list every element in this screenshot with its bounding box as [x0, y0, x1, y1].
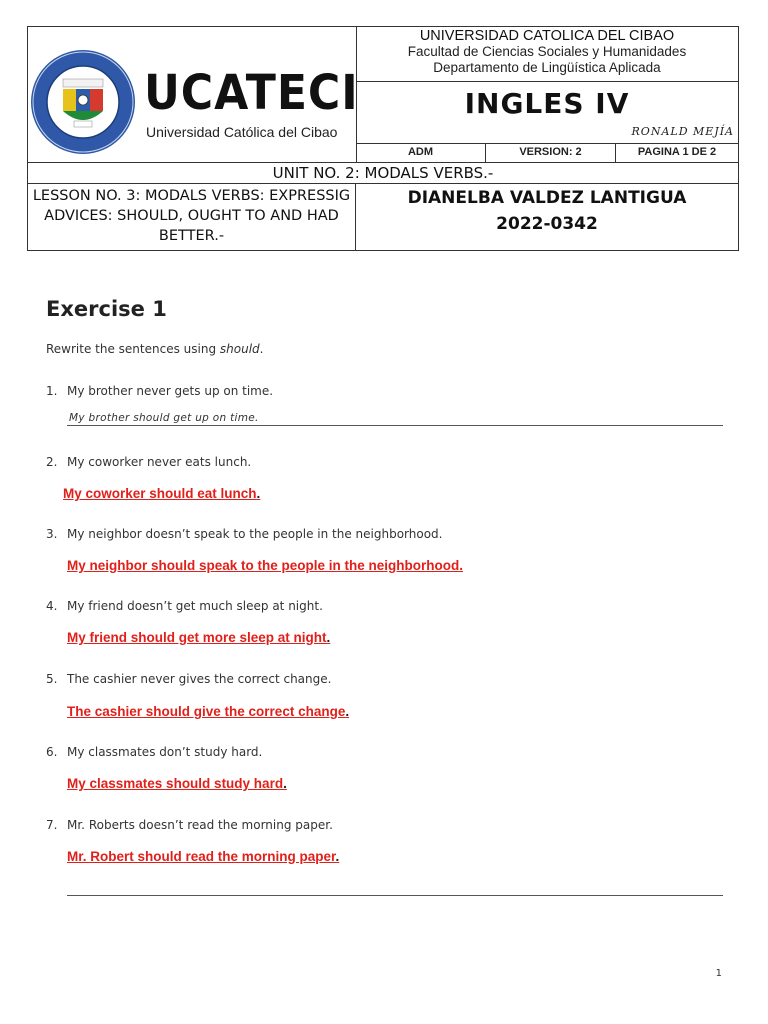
- question-number: 4.: [46, 599, 58, 613]
- instruction-text: Rewrite the sentences using: [46, 342, 220, 356]
- answer-line: [67, 895, 723, 896]
- logo-cell: [28, 27, 357, 162]
- question-4: [46, 599, 323, 613]
- question-prompt: My brother never gets up on time.: [67, 384, 274, 398]
- answer-2: [63, 486, 260, 501]
- answer-end: .: [345, 704, 350, 719]
- answer-text: Mr. Robert should read the morning paper: [67, 849, 336, 864]
- question-7: [46, 818, 333, 832]
- question-number: 3.: [46, 527, 58, 541]
- question-number: 1.: [46, 384, 58, 398]
- answer-end: .: [256, 486, 261, 501]
- university-name: UNIVERSIDAD CATOLICA DEL CIBAO: [419, 28, 675, 44]
- answer-7: [67, 849, 339, 864]
- course-title: INGLES IV: [464, 87, 630, 120]
- answer-end: .: [326, 630, 331, 645]
- meta-adm: ADM: [356, 143, 486, 162]
- unit-title: UNIT NO. 2: MODALS VERBS.-: [28, 162, 738, 184]
- answer-3: [67, 558, 463, 573]
- question-prompt: The cashier never gives the correct change.: [67, 672, 332, 686]
- question-1: [46, 384, 273, 398]
- question-number: 2.: [46, 455, 58, 469]
- question-3: [46, 527, 443, 541]
- question-number: 7.: [46, 818, 58, 832]
- question-prompt: My neighbor doesn’t speak to the people in the neighborhood.: [67, 527, 443, 541]
- answer-6: [67, 776, 287, 791]
- answer-end: .: [283, 776, 287, 791]
- meta-page: PAGINA 1 DE 2: [637, 146, 717, 158]
- exercise-title: Exercise 1: [46, 297, 167, 321]
- question-prompt: My classmates don’t study hard.: [67, 745, 263, 759]
- instruction-keyword: should: [219, 342, 260, 356]
- answer-text: My coworker should eat lunch: [63, 486, 257, 501]
- department-name: Departamento de Lingüística Aplicada: [433, 60, 661, 75]
- teacher-signature: RONALD MEJÍA: [631, 125, 734, 138]
- student-id: 2022-0342: [496, 214, 598, 234]
- question-prompt: Mr. Roberts doesn’t read the morning paper.: [67, 818, 333, 832]
- question-6: [46, 745, 262, 759]
- question-2: [46, 455, 251, 469]
- answer-text: My neighbor should speak to the people in the neighborhood.: [67, 558, 464, 573]
- answer-text: My classmates should study hard: [67, 776, 284, 791]
- page-number: 1: [715, 968, 722, 979]
- answer-5: [67, 704, 349, 719]
- brand-subtitle: Universidad Católica del Cibao: [146, 124, 338, 140]
- header-table: [27, 26, 739, 251]
- answer-text: The cashier should give the correct change: [67, 704, 346, 719]
- meta-version: VERSION: 2: [486, 143, 616, 162]
- faculty-name: Facultad de Ciencias Sociales y Humanidades: [407, 44, 687, 59]
- course-title-cell: [356, 81, 738, 144]
- answer-end: .: [335, 849, 340, 864]
- answer-line: [67, 425, 723, 426]
- exercise-instruction: [46, 342, 263, 356]
- answer-text: My friend should get more sleep at night: [67, 630, 327, 645]
- lesson-title: LESSON NO. 3: MODALS VERBS: EXPRESSIG ADVICES: SHOULD, OUGHT TO AND HAD BETTER.-: [28, 184, 356, 250]
- question-prompt: My friend doesn’t get much sleep at night.: [67, 599, 323, 613]
- student-cell: [356, 184, 738, 251]
- question-number: 5.: [46, 672, 58, 686]
- answer-4: [67, 630, 330, 645]
- instruction-period: .: [259, 342, 264, 356]
- university-seal-icon: [30, 49, 136, 155]
- student-name: DIANELBA VALDEZ LANTIGUA: [407, 188, 687, 208]
- question-5: [46, 672, 331, 686]
- brand-wordmark: UCATECI: [144, 65, 359, 121]
- university-cell: [356, 27, 738, 82]
- document-meta-row: [356, 143, 738, 162]
- question-prompt: My coworker never eats lunch.: [67, 455, 252, 469]
- question-number: 6.: [46, 745, 58, 759]
- answer-1: My brother should get up on time.: [69, 412, 259, 424]
